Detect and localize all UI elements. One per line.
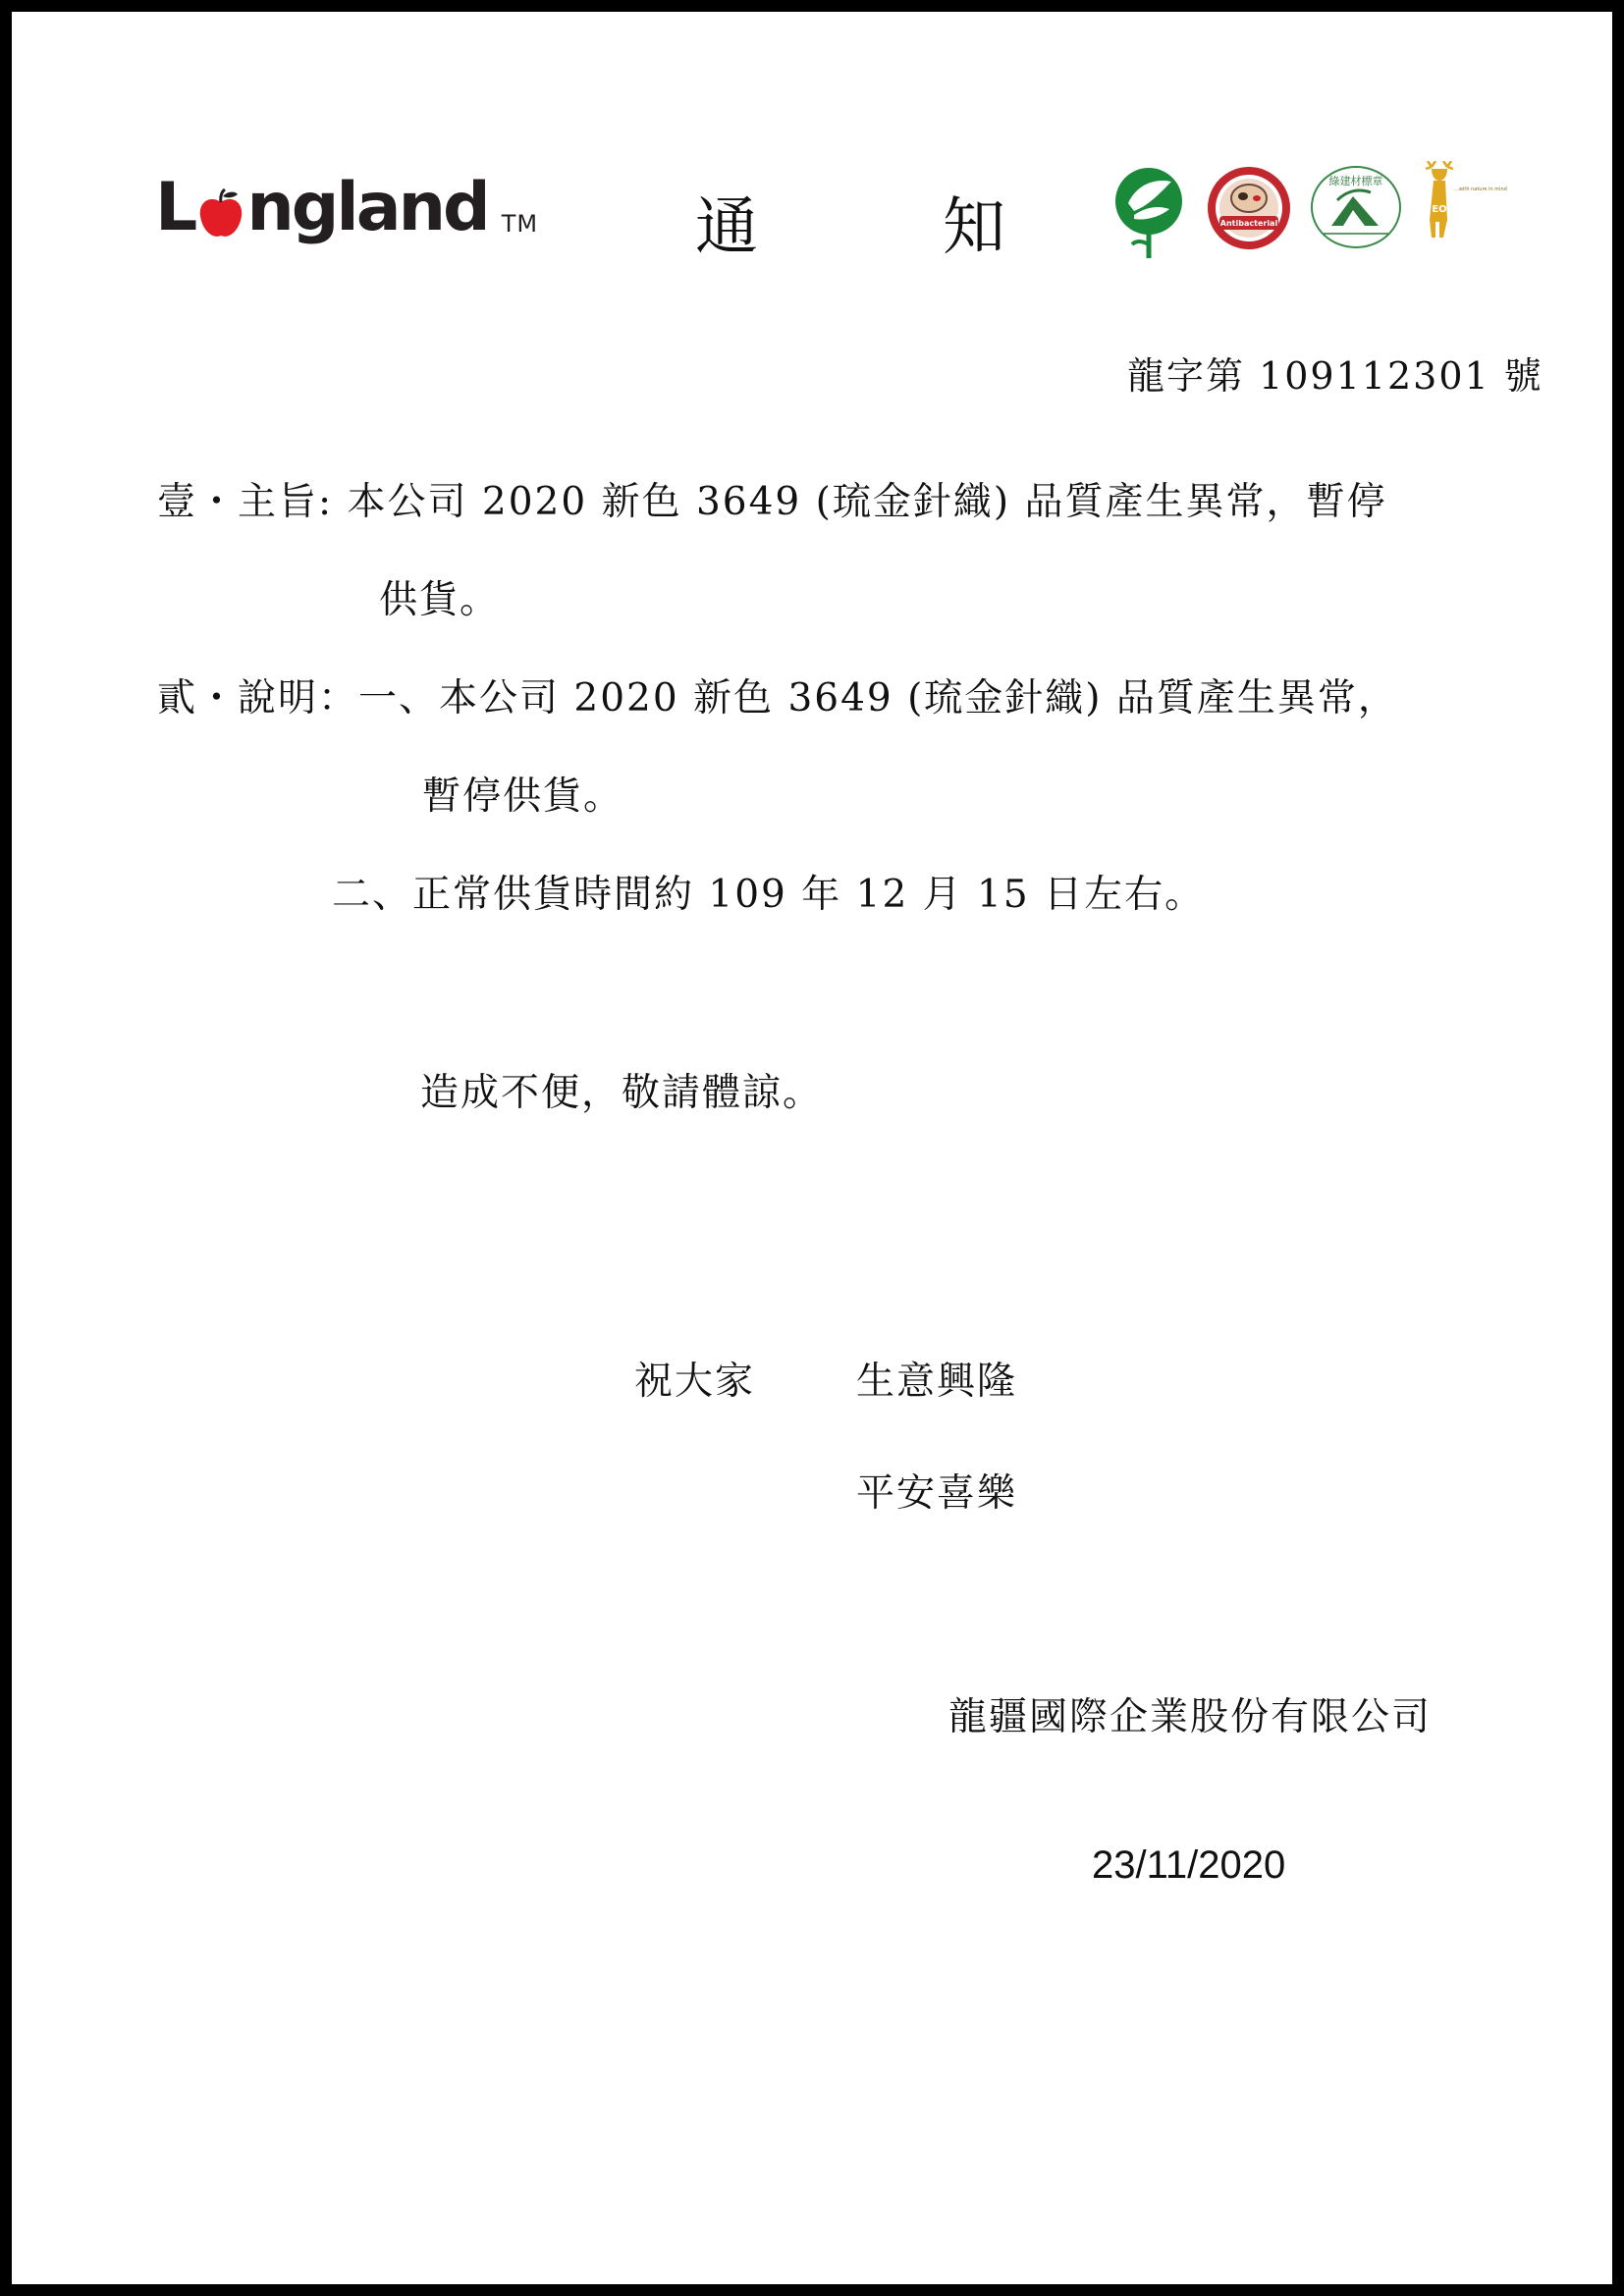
logo-letters-ngland: ngland [246, 169, 488, 246]
apple-icon [196, 188, 245, 240]
reference-number: 龍字第 109112301 號 [1127, 354, 1543, 398]
notice-date: 23/11/2020 [1092, 1843, 1286, 1887]
notice-title-char-1: 通 [695, 191, 758, 264]
antibacterial-label: Antibacterial [1219, 219, 1278, 228]
green-mark-icon [1114, 162, 1183, 260]
logo-letter-l: L [155, 169, 195, 246]
eo-tagline: ...with nature in mind [1454, 187, 1507, 192]
building-material-label: 綠建材標章 [1328, 175, 1383, 187]
apology-text: 造成不便，敬請體諒。 [420, 1071, 824, 1115]
explanation-line-3: 二、正常供貨時間約 109 年 12 月 15 日左右。 [332, 873, 1206, 917]
green-building-material-icon [1310, 165, 1402, 249]
longland-logo [155, 169, 539, 246]
wishes-prefix: 祝大家 [634, 1360, 756, 1404]
wishes-line-2: 平安喜樂 [856, 1471, 1018, 1516]
subject-line-1: 壹・主旨: 本公司 2020 新色 3649 (琉金針織) 品質產生異常，暫停 [157, 480, 1387, 524]
explanation-line-2: 暫停供貨。 [422, 774, 624, 819]
wishes-line-1: 生意興隆 [856, 1360, 1018, 1404]
notice-title-char-2: 知 [943, 191, 1005, 264]
eo-deer-icon [1414, 161, 1512, 240]
explanation-line-1: 貳・說明：一、本公司 2020 新色 3649 (琉金針織) 品質產生異常， [157, 676, 1398, 721]
eo-label: EO [1432, 204, 1447, 215]
logo-tm: TM [501, 210, 539, 238]
company-name: 龍疆國際企業股份有限公司 [948, 1695, 1433, 1739]
antibacterial-badge-icon [1206, 165, 1292, 251]
subject-line-2: 供貨。 [379, 578, 501, 622]
